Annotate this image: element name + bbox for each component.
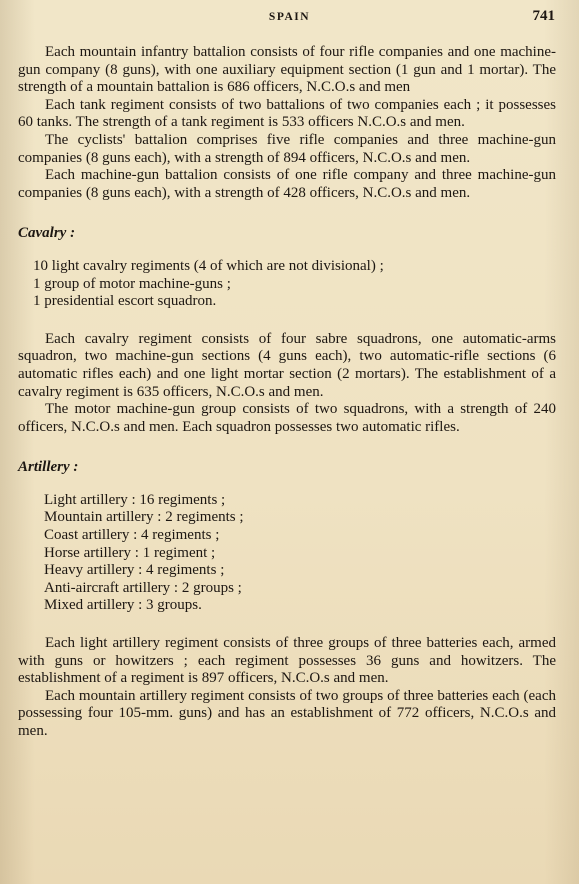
list-item: Anti-aircraft artillery : 2 groups ; xyxy=(44,579,242,596)
cavalry-list xyxy=(18,258,556,311)
paragraph-light-artillery-regiment: Each light artillery regiment consists of three groups of three batteries each, armed with guns or howitzers ; each regiment possesses 36 guns and howitzers. The establishment of a regiment is 897 officers, N.C.O.s and men. xyxy=(18,635,556,687)
list-item: 1 presidential escort squadron. xyxy=(33,293,217,310)
page-number: 741 xyxy=(532,8,555,24)
paragraph-machine-gun-battalion: Each machine-gun battalion consists of one rifle company and three machine-gun companies (8 guns each), with a strength of 428 officers, N.C.O.s and men. xyxy=(18,167,556,201)
artillery-list xyxy=(18,492,556,615)
list-item: Light artillery : 16 regiments ; xyxy=(44,491,226,508)
paragraph-motor-machine-gun-group: The motor machine-gun group consists of two squadrons, with a strength of 240 officers, N.C.O.s and men. Each squadron possesses two automatic rifles. xyxy=(18,401,556,435)
paragraph-cyclists-battalion: The cyclists' battalion comprises five rifle companies and three machine-gun companies (8 guns each), with a strength of 894 officers, N.C.O.s and men. xyxy=(18,131,556,166)
cavalry-heading: Cavalry : xyxy=(18,225,76,242)
running-title: SPAIN xyxy=(268,11,311,23)
artillery-heading: Artillery : xyxy=(18,459,79,476)
list-item: Coast artillery : 4 regiments ; xyxy=(44,527,220,544)
paragraph-cavalry-regiment: Each cavalry regiment consists of four sabre squadrons, one automatic-arms squadron, two machine-gun sections (4 guns each), two automatic-rifle sections (6 automatic rifles each) and one light mortar section (2 mortars). The establishment of a cavalry regiment is 635 officers, N.C.O.s and men. xyxy=(18,330,556,400)
list-item: 1 group of motor machine-guns ; xyxy=(33,275,231,292)
paragraph-mountain-artillery-regiment: Each mountain artillery regiment consists of two groups of three batteries each (each possessing four 105-mm. guns) and has an establishment of 772 officers, N.C.O.s and men. xyxy=(18,687,556,739)
list-item: 10 light cavalry regiments (4 of which are not divisional) ; xyxy=(33,257,384,274)
list-item: Horse artillery : 1 regiment ; xyxy=(44,544,216,561)
list-item: Heavy artillery : 4 regiments ; xyxy=(44,562,225,579)
list-item: Mountain artillery : 2 regiments ; xyxy=(44,509,244,526)
page-body xyxy=(18,44,556,741)
list-item: Mixed artillery : 3 groups. xyxy=(44,597,202,614)
paragraph-tank-regiment: Each tank regiment consists of two battalions of two companies each ; it possesses 60 tanks. The strength of a tank regiment is 533 officers N.C.O.s and men. xyxy=(18,96,556,131)
paragraph-mountain-infantry: Each mountain infantry battalion consists of four rifle companies and one machine-gun company (8 guns), with one auxiliary equipment section (1 gun and 1 mortar). The strength of a mountain battalion is 686 officers, N.C.O.s and men xyxy=(18,44,556,96)
